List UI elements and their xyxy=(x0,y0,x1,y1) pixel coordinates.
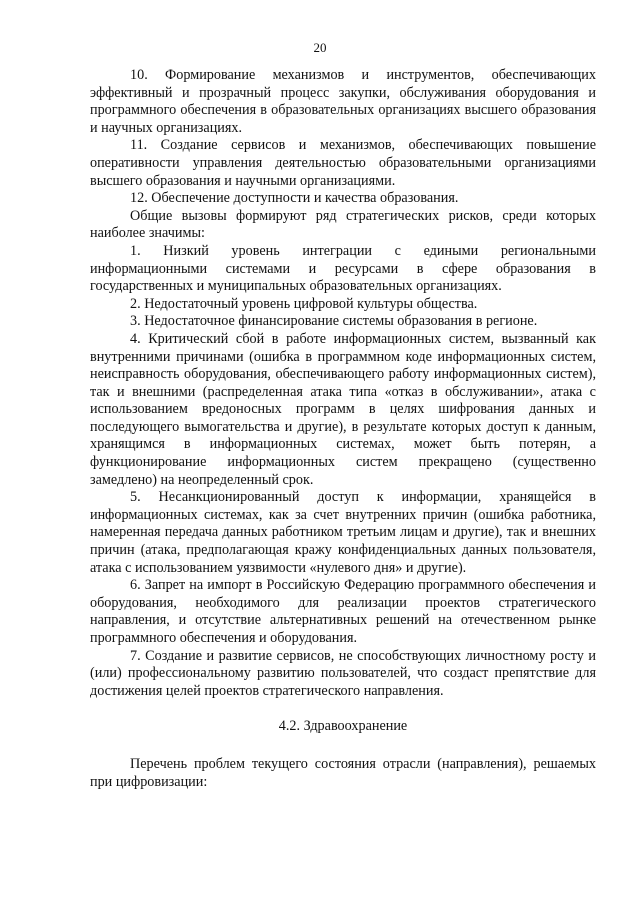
paragraph-risk-6: 6. Запрет на импорт в Российскую Федерацию программного обеспечения и оборудования, необходимого для реализации проектов стратегического направления, и отсутствие альтернативных решений на отечественном рынке программного обеспечения и оборудования. xyxy=(90,577,596,646)
paragraph-risk-4: 4. Критический сбой в работе информационных систем, вызванный как внутренними причинами (ошибка в программном коде информационных систем, неисправность оборудования, обеспечивающего работу информационных систем), так и внешними (распределенная атака типа «отказ в обслуживании», атака с использованием вредоносных программ в целях шифрования данных и последующего вымогательства и другие), в результате которых доступ к данным, хранящимся в информационных системах, может быть потерян, а функционирование информационных систем прекращено (существенно замедлено) на неопределенный срок. xyxy=(90,330,596,488)
paragraph-risk-1: 1. Низкий уровень интеграции с едиными региональными информационными системами и ресурсами в сфере образования в государственных и муниципальных образовательных организациях. xyxy=(90,242,596,295)
paragraph-item-11: 11. Создание сервисов и механизмов, обеспечивающих повышение оперативности управления деятельностью образовательными организациями высшего образования и научными организациями. xyxy=(90,137,596,189)
page-number: 20 xyxy=(313,40,327,55)
paragraph-risk-7: 7. Создание и развитие сервисов, не способствующих личностному росту и (или) профессиональному развитию пользователей, что создаст препятствие для достижения целей проектов стратегического направления. xyxy=(90,647,596,699)
paragraph-risk-2: 2. Недостаточный уровень цифровой культуры общества. xyxy=(130,295,478,312)
page-body xyxy=(90,67,596,791)
section-intro-paragraph: Перечень проблем текущего состояния отрасли (направления), решаемых при цифровизации: xyxy=(90,755,596,790)
paragraph-item-12: 12. Обеспечение доступности и качества образования. xyxy=(130,190,459,207)
paragraph-risk-5: 5. Несанкционированный доступ к информации, хранящейся в информационных системах, как за счет внутренних причин (ошибка работника, намеренная передача данных работником третьим лицам и другие), так и внешних причин (атака, предполагающая кражу конфиденциальных данных пользователя, атака с использованием уязвимости «нулевого дня» и другие). xyxy=(90,489,596,576)
section-heading: 4.2. Здравоохранение xyxy=(278,718,408,735)
paragraph-item-10: 10. Формирование механизмов и инструментов, обеспечивающих эффективный и прозрачный процесс закупки, обслуживания оборудования и программного обеспечения в образовательных организациях высшего образования и научных организациях. xyxy=(90,67,596,136)
paragraph-risks-intro: Общие вызовы формируют ряд стратегических рисков, среди которых наиболее значимы: xyxy=(90,207,596,242)
paragraph-risk-3: 3. Недостаточное финансирование системы образования в регионе. xyxy=(130,313,538,330)
